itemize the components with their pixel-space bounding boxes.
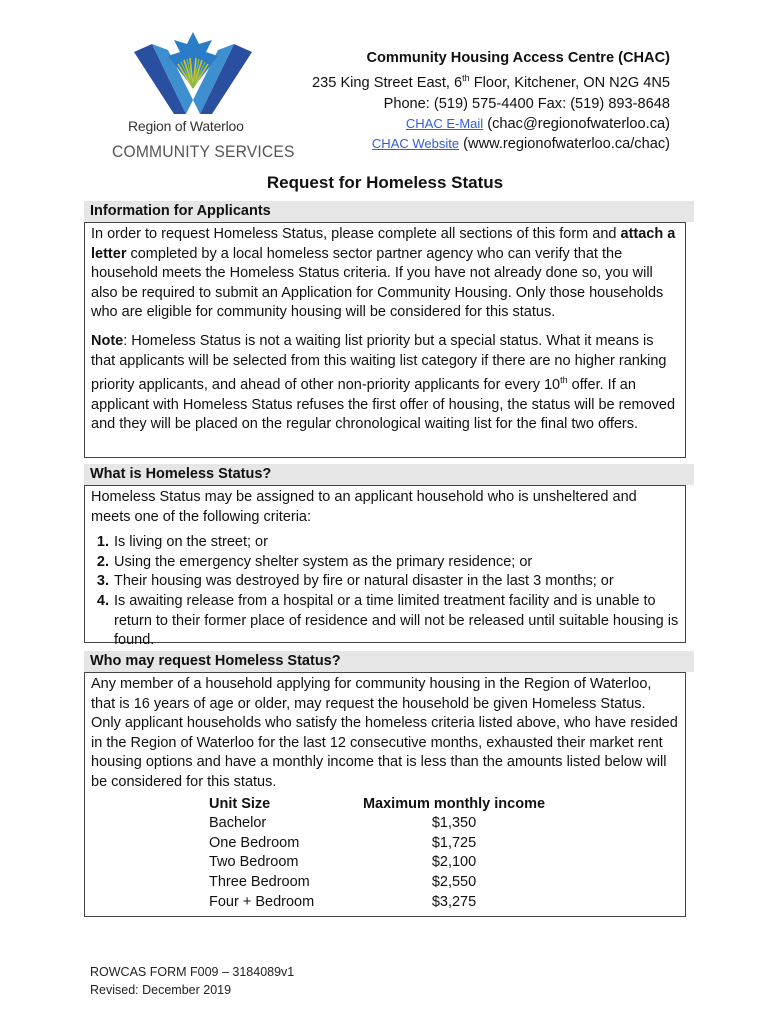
email-address: (chac@regionofwaterloo.ca) (483, 116, 670, 133)
criteria-item: 1. Is living on the street; or (113, 533, 679, 553)
section-heading-who-may: Who may request Homeless Status? (84, 651, 694, 672)
income-value: $2,100 (431, 854, 477, 871)
criteria-list (91, 533, 679, 651)
email-line (312, 114, 670, 134)
information-paragraph (91, 225, 679, 323)
eligibility-box (84, 672, 686, 917)
website-url: (www.regionofwaterloo.ca/chac) (459, 136, 670, 153)
section-heading-information: Information for Applicants (84, 201, 694, 222)
form-id: ROWCAS FORM F009 – 3184089v1 (90, 965, 295, 979)
income-unit: Three Bedroom (209, 873, 310, 890)
income-unit: Bachelor (209, 815, 267, 832)
email-link[interactable]: CHAC E-Mail (405, 116, 484, 132)
income-value: $2,550 (431, 873, 477, 890)
note-paragraph (91, 332, 679, 435)
region-logo-icon (128, 30, 258, 116)
section-heading-what-is: What is Homeless Status? (84, 464, 694, 485)
org-name: Community Housing Access Centre (CHAC) (366, 50, 670, 66)
criteria-intro: Homeless Status may be assigned to an applicant household who is unsheltered and meets one of the following criteria: (91, 489, 637, 525)
income-value: $1,350 (431, 815, 477, 832)
address-street: 235 King Street East, 6 (312, 75, 463, 92)
website-line (312, 134, 670, 154)
address-city: Floor, Kitchener, ON N2G 4N5 (469, 75, 670, 92)
logo-region-name: Region of Waterloo (128, 118, 244, 134)
website-link[interactable]: CHAC Website (371, 136, 460, 152)
income-unit: One Bedroom (209, 834, 300, 851)
note-text-2: offer. If an applicant with Homeless Status refuses the first offer of housing, the status will be removed and they will be placed on the regular chronological waiting list for the final two offers. (91, 376, 676, 433)
revised-date: Revised: December 2019 (90, 983, 232, 997)
criteria-item: 4. Is awaiting release from a hospital or a time limited treatment facility and is unable to return to their former place of residence and will not be released until suitable housing is found. (113, 592, 679, 651)
criteria-item: 3. Their housing was destroyed by fire or natural disaster in the last 3 months; or (113, 572, 679, 592)
income-unit: Four + Bedroom (209, 893, 315, 910)
region-of-waterloo-logo (112, 30, 295, 170)
income-header-max: Maximum monthly income (362, 795, 546, 812)
criteria-item: 2. Using the emergency shelter system as the primary residence; or (113, 553, 679, 573)
criteria-box (84, 485, 686, 649)
logo-department: COMMUNITY SERVICES (112, 142, 295, 161)
information-box (84, 222, 686, 458)
info-text-1: In order to request Homeless Status, please complete all sections of this form and (91, 226, 621, 242)
phone-fax: Phone: (519) 575-4400 Fax: (519) 893-8648 (383, 95, 670, 112)
form-footer (90, 963, 294, 999)
note-sup: th (560, 375, 568, 386)
address (312, 68, 670, 93)
income-value: $3,275 (431, 893, 477, 910)
info-text-2: completed by a local homeless sector partner agency who can verify that the household meets the Homeless Status criteria. If you have not already done so, you will also be required to submit an Application for Community Housing. Only those households who are eligible for community housing will be considered for this status. (91, 245, 664, 321)
income-value: $1,725 (431, 834, 477, 851)
income-header-unit: Unit Size (209, 795, 271, 812)
info-text-bold: attach a letter (91, 226, 676, 262)
income-unit: Two Bedroom (209, 854, 299, 871)
note-label: Note (91, 332, 124, 349)
address-sup: th (462, 73, 470, 84)
income-table (209, 795, 679, 913)
page-title: Request for Homeless Status (266, 173, 504, 192)
note-text-1: : Homeless Status is not a waiting list priority but a special status. What it means is that applicants will be selected from this waiting list category if there are no higher ranking priority applicants, and ahead of other non-priority applicants for every 10 (91, 332, 667, 393)
contact-block (312, 48, 670, 155)
eligibility-paragraph: Any member of a household applying for community housing in the Region of Waterloo, that is 16 years of age or older, may request the household be given Homeless Status. Only applicant households who satisfy the homeless criteria listed above, who have resided in the Region of Waterloo for the last 12 consecutive months, exhausted their market rent housing options and have a monthly income that is less than the amounts listed below will be considered for this status. (91, 676, 678, 790)
